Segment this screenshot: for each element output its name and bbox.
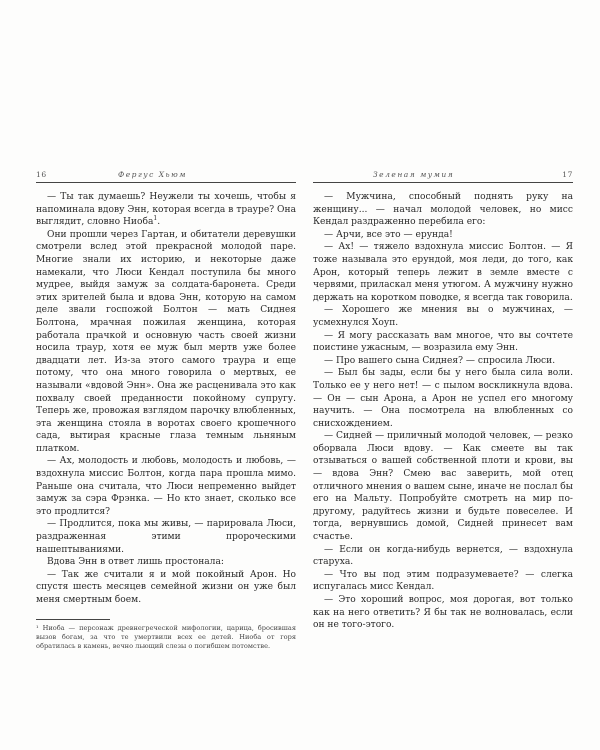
paragraph: — Я могу рассказать вам многое, что вы сочтете поистине ужасным, — возразила ему Энн. bbox=[313, 330, 573, 354]
left-page-number: 16 bbox=[36, 170, 47, 179]
paragraph: Они прошли через Гартан, и обитатели деревушки смотрели вслед этой прекрасной молодой паре. Многие знали их историю, и некоторые даже намекали, что Люси Кендал поступила бы много мудрее, выйдя замуж за солдата-баронета. Среди этих зрителей была и вдова Энн, которую на самом деле звали госпожой Болтон — мать Сиднея Болтона, мрачная пожилая женщина, которая работала прачкой и основную часть своей жизни носила траур, хотя ее муж был мертв уже более двадцати лет. Из-за этого самого траура и еще потому, что она много говорила о мертвых, ее называли «вдовой Энн». Она же расценивала это как похвалу своей преданности покойному супругу. Теперь же, провожая взглядом парочку влюбленных, эта женщина стояла в воротах своего крошечного сада, вытирая красные глаза темным льняным платком. bbox=[36, 229, 296, 454]
left-page-header bbox=[36, 170, 296, 183]
paragraph: — Если он когда-нибудь вернется, — вздохнула старуха. bbox=[313, 544, 573, 568]
paragraph: — Был бы зады, если бы у него была сила воли. Только ее у него нет! — с пылом воскликнула вдова. — Он — сын Арона, а Арон не успел его многому научить. — Она посмотрела на влюбленных со снисхождением. bbox=[313, 368, 573, 429]
right-page-header bbox=[313, 170, 573, 183]
left-running-title: Фергус Хьюм bbox=[118, 170, 187, 179]
paragraph: — Что вы под этим подразумеваете? — слегка испугалась мисс Кендал. bbox=[313, 569, 573, 593]
paragraph: — Это хороший вопрос, моя дорогая, вот только как на него ответить? Я бы так не волновалась, если он не того-этого. bbox=[313, 595, 573, 631]
paragraph: — Про вашего сына Сиднея? — спросила Люси. bbox=[324, 355, 556, 366]
paragraph: Вдова Энн в ответ лишь простонала: bbox=[47, 557, 224, 568]
paragraph: — Продлится, пока мы живы, — парировала Люси, раздраженная этими пророческими нашептываниями. bbox=[36, 519, 296, 555]
footnote-divider bbox=[36, 619, 110, 620]
paragraph: — Арчи, все это — ерунда! bbox=[324, 229, 453, 240]
paragraph: — Так же считали я и мой покойный Арон. Но спустя шесть месяцев семейной жизни он уже был меня смертным боем. bbox=[36, 569, 296, 605]
right-page bbox=[313, 170, 573, 632]
paragraph: — Хорошего же мнения вы о мужчинах, — усмехнулся Хоуп. bbox=[313, 305, 573, 328]
right-running-title: Зеленая мумия bbox=[373, 170, 455, 179]
right-page-number: 17 bbox=[562, 170, 573, 179]
footnote: ¹ Ниоба — персонаж древнегреческой мифологии, царица, бросившая вызов богам, за что те умертвили всех ее детей. Ниоба от горя обратилась в камень, вечно льющий слезы о погибшем потомстве. bbox=[36, 623, 296, 650]
right-page-text bbox=[313, 191, 573, 632]
paragraph: — Мужчина, способный поднять руку на женщину... — начал молодой человек, но мисс Кендал раздраженно перебила его: bbox=[313, 192, 573, 228]
paragraph: — Ах, молодость и любовь, молодость и любовь, — вздохнула миссис Болтон, когда пара прошла мимо. Раньше она считала, что Люси непременно выйдет замуж за сэра Фрэнка. — Но кто знает, сколько все это продлится? bbox=[36, 456, 296, 517]
paragraph: — Ах! — тяжело вздохнула миссис Болтон. — Я тоже называла это ерундой, моя леди, до того, как Арон, который теперь лежит в земле вместе с червями, приласкал меня утюгом. А мужчину нужно держать на коротком поводке, я всегда так говорила. bbox=[313, 242, 573, 303]
footnote-marker: 1 bbox=[153, 215, 158, 223]
left-page-text bbox=[36, 191, 296, 607]
paragraph: — Сидней — приличный молодой человек, — резко оборвала Люси вдову. — Как смеете вы так отзываться о вашей собственной плоти и крови, вы — вдова Энн? Смею вас заверить, мой отец отличного мнения о вашем сыне, иначе не послал бы его на Мальту. Попробуйте смотреть на мир по-другому, радуйтесь жизни и будьте повеселее. И тогда, вернувшись домой, Сидней принесет вам счастье. bbox=[313, 431, 573, 543]
paragraph: — Ты так думаешь? Неужели ты хочешь, чтобы я напоминала вдову Энн, которая всегда в трауре? Она выглядит, словно Ниоба$^1$. bbox=[36, 192, 296, 228]
left-page bbox=[36, 170, 296, 651]
